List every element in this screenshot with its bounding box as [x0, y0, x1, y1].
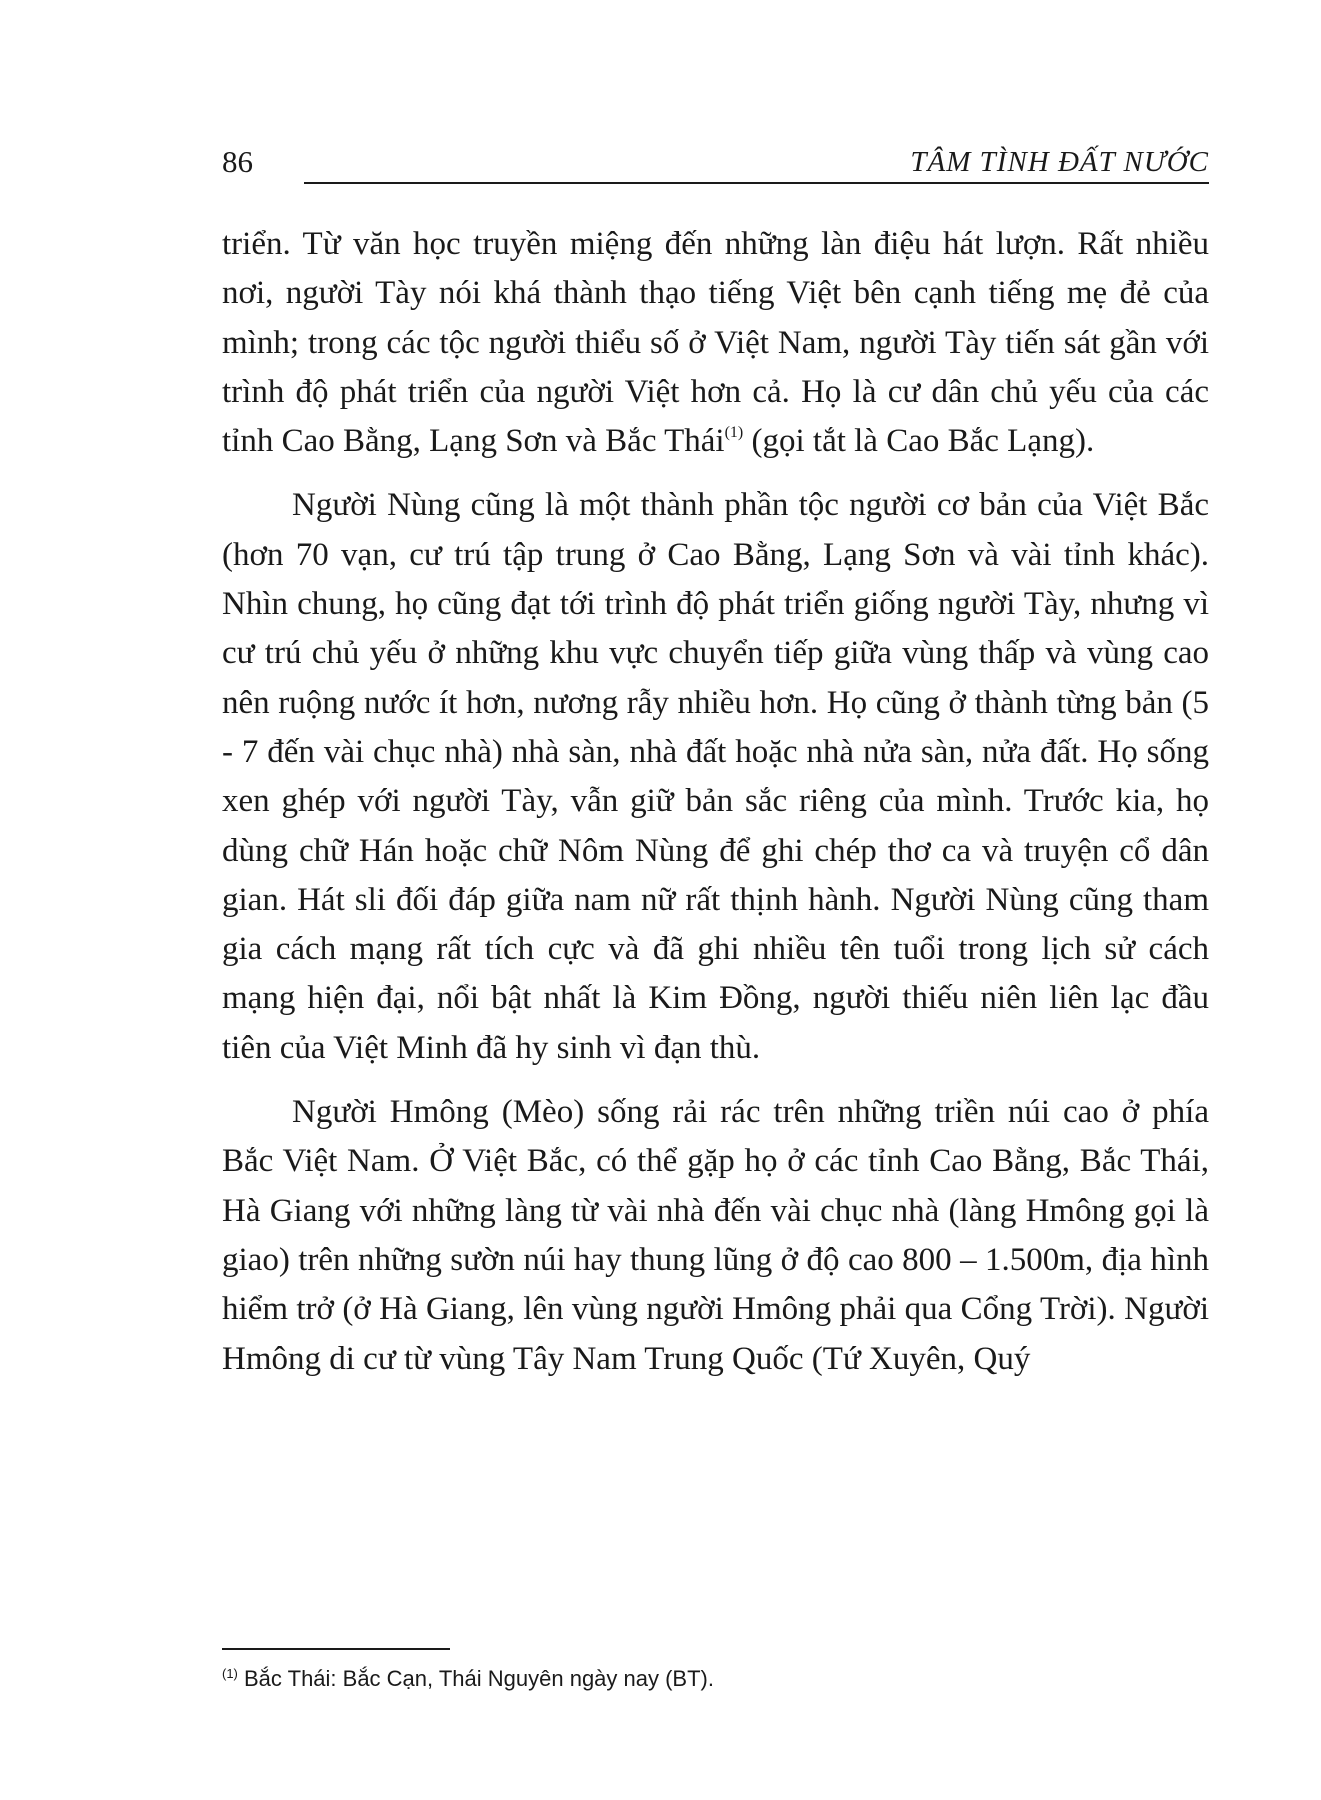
footnote-marker: (1) — [222, 1666, 238, 1681]
paragraph-2: Người Nùng cũng là một thành phần tộc người cơ bản của Việt Bắc (hơn 70 vạn, cư trú tập trung ở Cao Bằng, Lạng Sơn và vài tỉnh khác). Nhìn chung, họ cũng đạt tới trình độ phát triển giống người Tày, nhưng vì cư trú chủ yếu ở những khu vực chuyển tiếp giữa vùng thấp và vùng cao nên ruộng nước ít hơn, nương rẫy nhiều hơn. Họ cũng ở thành từng bản (5 - 7 đến vài chục nhà) nhà sàn, nhà đất hoặc nhà nửa sàn, nửa đất. Họ sống xen ghép với người Tày, vẫn giữ bản sắc riêng của mình. Trước kia, họ dùng chữ Hán hoặc chữ Nôm Nùng để ghi chép thơ ca và truyện cổ dân gian. Hát sli đối đáp giữa nam nữ rất thịnh hành. Người Nùng cũng tham gia cách mạng rất tích cực và đã ghi nhiều tên tuổi trong lịch sử cách mạng hiện đại, nổi bật nhất là Kim Đồng, người thiếu niên liên lạc đầu tiên của Việt Minh đã hy sinh vì đạn thù. — [222, 487, 1209, 1066]
page-header — [222, 140, 1209, 190]
footnote-text: Bắc Thái: Bắc Cạn, Thái Nguyên ngày nay (BT). — [237, 1666, 714, 1691]
footnote-reference: (1) — [724, 424, 744, 442]
paragraph-1-text: triển. Từ văn học truyền miệng đến những làn điệu hát lượn. Rất nhiều nơi, người Tày nói khá thành thạo tiếng Việt bên cạnh tiếng mẹ đẻ của mình; trong các tộc người thiểu số ở Việt Nam, người Tày tiến sát gần với trình độ phát triển của người Việt hơn cả. Họ là cư dân chủ yếu của các tỉnh Cao Bằng, Lạng Sơn và Bắc Thái — [222, 226, 1209, 460]
body-text — [222, 220, 1209, 1399]
footnote-rule — [222, 1648, 450, 1650]
paragraph-3: Người Hmông (Mèo) sống rải rác trên những triền núi cao ở phía Bắc Việt Nam. Ở Việt Bắc, có thể gặp họ ở các tỉnh Cao Bằng, Bắc Thái, Hà Giang với những làng từ vài nhà đến vài chục nhà (làng Hmông gọi là giao) trên những sườn núi hay thung lũng ở độ cao 800 – 1.500m, địa hình hiểm trở (ở Hà Giang, lên vùng người Hmông phải qua Cổng Trời). Người Hmông di cư từ vùng Tây Nam Trung Quốc (Tứ Xuyên, Quý — [222, 1094, 1209, 1377]
page-number: 86 — [222, 144, 253, 179]
header-rule — [304, 182, 1209, 184]
paragraph-1-tail: (gọi tắt là Cao Bắc Lạng). — [743, 423, 1095, 460]
paragraph-1 — [222, 220, 1209, 466]
footnote — [222, 1664, 1209, 1694]
running-title: TÂM TÌNH ĐẤT NƯỚC — [910, 146, 1209, 178]
